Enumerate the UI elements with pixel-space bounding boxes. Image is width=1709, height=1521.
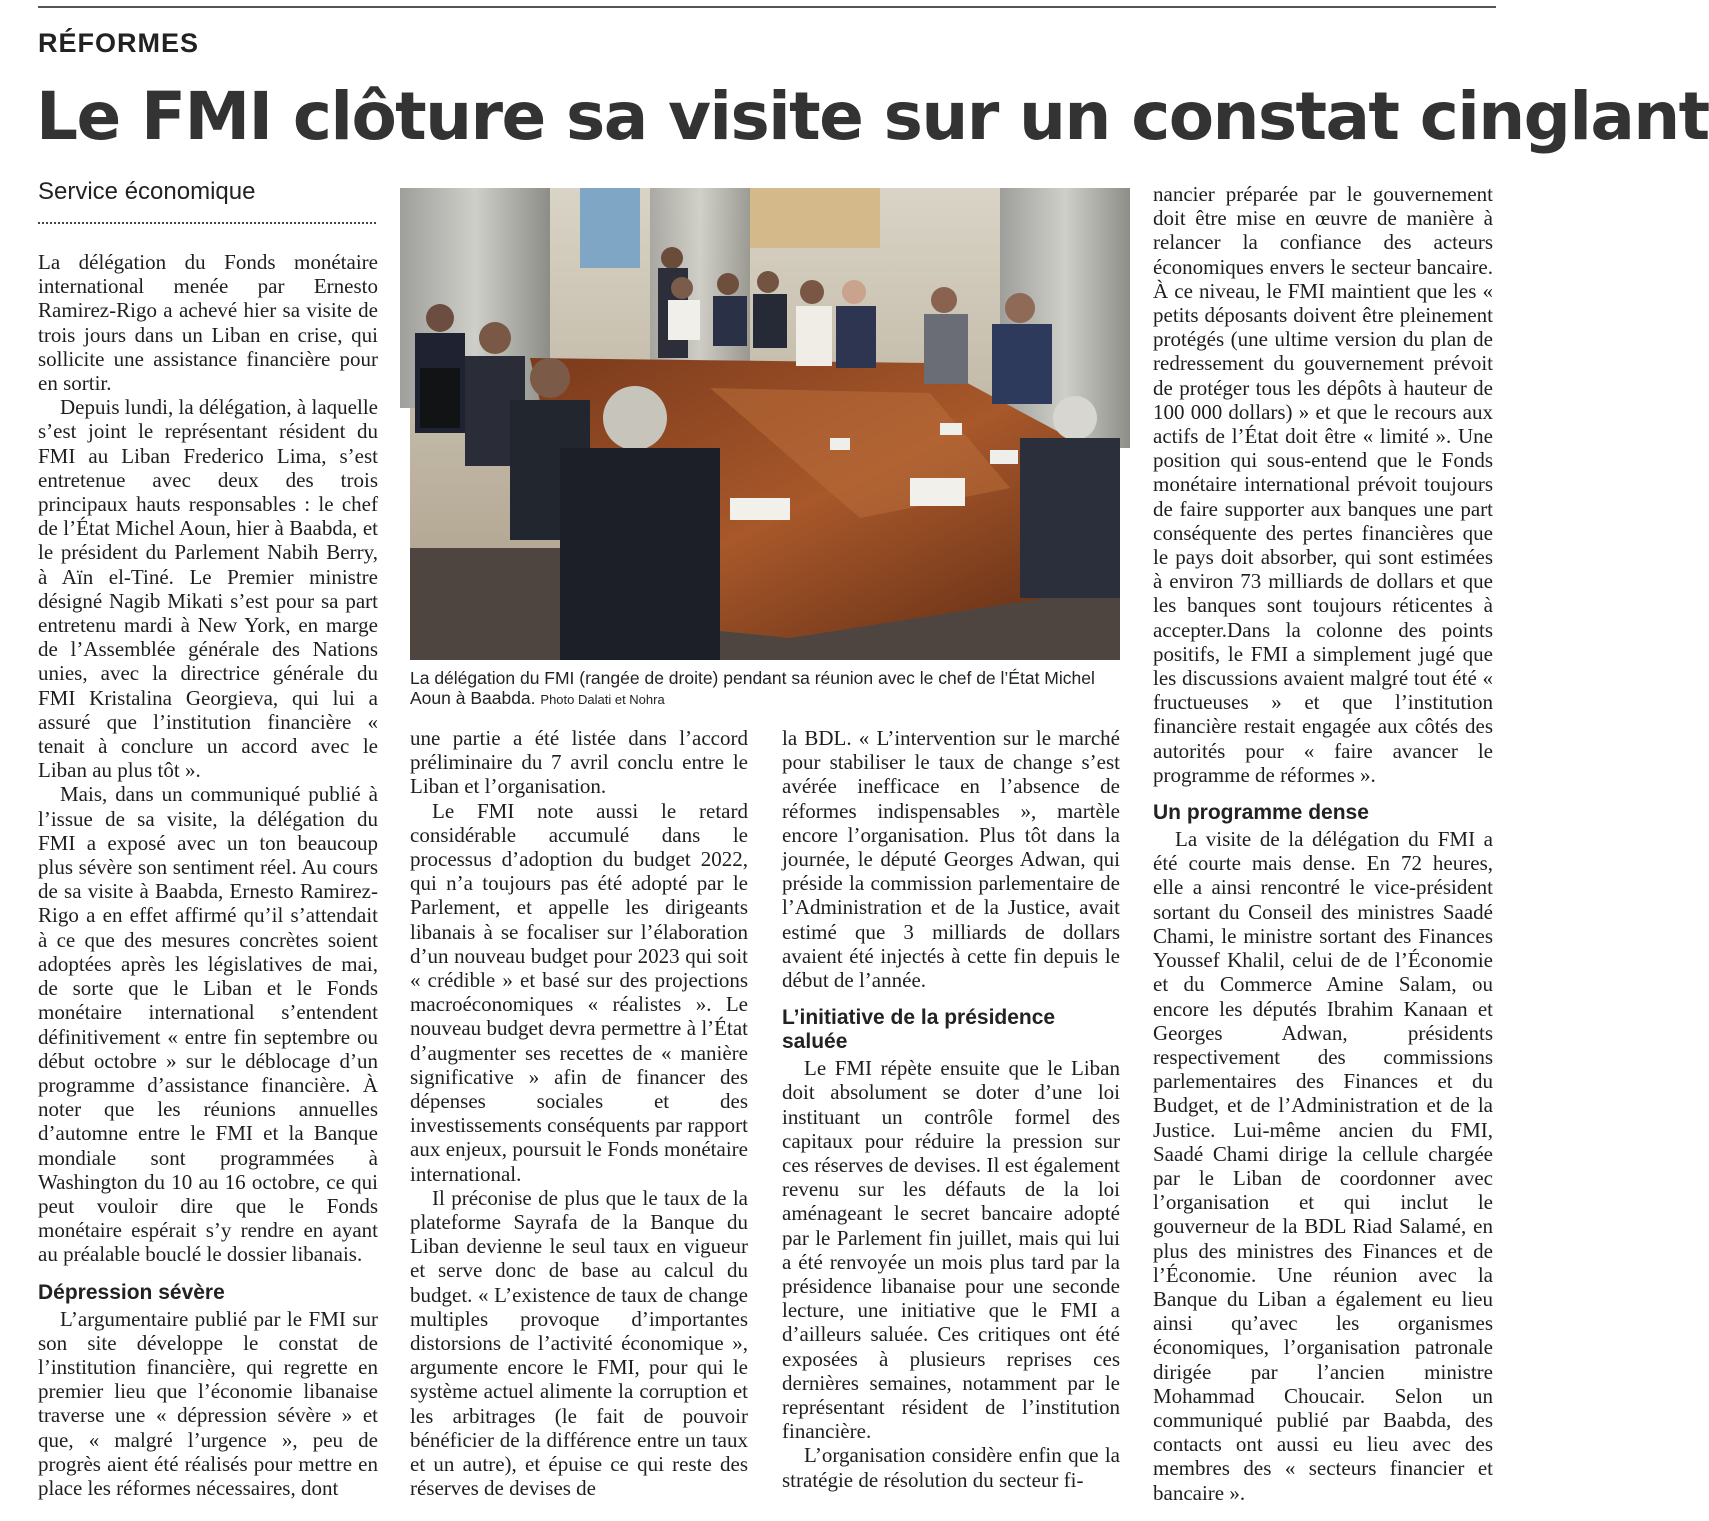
paragraph: Le FMI note aussi le retard considérable accumulé dans le processus d’adoption du budget 2022, qui n’a toujours pas été adopté par le Parlement, et appelle les dirigeants libanais à se focaliser sur l’élaboration d’un nouveau budget pour 2023 qui soit « crédible » et basé sur des projections macroéconomiques « réalistes ». Le nouveau budget devra permettre à l’État d’augmenter ses recettes de « manière significative » afin de financer des dépenses sociales et des investissements conséquents par rapport aux enjeux, poursuit le Fonds monétaire international. <box>410 798 748 1186</box>
paragraph: Depuis lundi, la délégation, à laquelle s’est joint le représentant résident du FMI au Liban Frederico Lima, s’est entretenue avec deux des trois principaux hauts responsables : le chef de l’État Michel Aoun, hier à Baabda, et le président du Parlement Nabih Berry, à Aïn el-Tiné. Le Premier ministre désigné Nagib Mikati s’est pour sa part entretenu mardi à New York, en marge de l’Assemblée générale des Nations unies, avec la directrice générale du FMI Kristalina Georgieva, qui lui a assuré que l’institution financière « tenait à conclure un accord avec le Liban au plus tôt ». <box>38 395 378 783</box>
paragraph: une partie a été listée dans l’accord préliminaire du 7 avril conclu entre le Liban et l’organisation. <box>410 726 748 799</box>
paragraph: Le FMI répète ensuite que le Liban doit absolument se doter d’une loi instituant un contrôle formel des capitaux pour réduire la pression sur ces réserves de devises. Il est également revenu sur les défauts de la loi aménageant le secret bancaire adopté par le Parlement fin juillet, mais qui lui a été renvoyée un mois plus tard par la présidence libanaise pour une seconde lecture, une initiative que le FMI a d’ailleurs saluée. Ces critiques ont été exposées à plusieurs reprises ces dernières semaines, notamment par le représentant résident de l’institution financière. <box>782 1056 1120 1444</box>
paragraph: La visite de la délégation du FMI a été courte mais dense. En 72 heures, elle a ainsi rencontré le vice-président sortant du Conseil des ministres Saadé Chami, le ministre sortant des Finances Youssef Khalil, celui de de l’Économie et du Commerce Amine Salam, ou encore les députés Ibrahim Kanaan et Georges Adwan, présidents respectivement des commissions parlementaires des Finances et du Budget, et de l’Administration et de la Justice. Lui-même ancien du FMI, Saadé Chami dirige la cellule chargée par le Liban de coordonner avec l’organisation et qui inclut le gouverneur de la BDL Riad Salamé, en plus des ministres des Finances et de l’Économie. Une réunion avec la Banque du Liban a également eu lieu ainsi qu’avec les organismes économiques, l’organisation patronale dirigée par l’ancien ministre Mohammad Choucair. Selon un communiqué publié par Baabda, des contacts ont aussi eu lieu avec des membres des « secteurs financier et bancaire ». <box>1153 827 1493 1505</box>
subheading: Dépression sévère <box>38 1280 225 1304</box>
caption-text: La délégation du FMI (rangée de droite) pendant sa réunion avec le chef de l’État Michel Aoun à Baabda. <box>410 668 1095 708</box>
paragraph: nancier préparée par le gouvernement doit être mise en œuvre de manière à relancer la confiance des acteurs économiques envers le secteur bancaire. À ce niveau, le FMI maintient que les « petits déposants doivent être pleinement protégés (une ultime version du plan de redressement du gouvernement prévoit de protéger tous les dépôts à hauteur de 100 000 dollars) » et que le recours aux actifs de l’État doit être « limité ». Une position qui sous-entend que le Fonds monétaire international prévoit toujours de faire supporter aux banques une part conséquente des pertes financières que le pays doit absorber, qui sont estimées à environ 73 milliards de dollars et que les banques sont toujours réticentes à accepter.Dans la colonne des points positifs, le FMI a simplement jugé que les discussions avaient malgré tout été « fructueuses » et que l’institution financière restait engagée aux côtés des autorités pour « faire avancer le programme de réformes ». <box>1153 182 1493 787</box>
subheading: L’initiative de la présidence saluée <box>782 1006 1056 1054</box>
column-1 <box>38 250 378 1500</box>
dotted-divider <box>38 222 376 224</box>
headline: Le FMI clôture sa visite sur un constat cinglant <box>36 78 1709 155</box>
column-4 <box>1153 182 1493 1505</box>
paragraph: La délégation du Fonds monétaire international menée par Ernesto Ramirez-Rigo a achevé hier sa visite de trois jours dans un Liban en crise, qui sollicite une assistance financière pour en sortir. <box>38 250 378 396</box>
meeting-illustration <box>410 188 1120 660</box>
paragraph: L’argumentaire publié par le FMI sur son site développe le constat de l’institution financière, qui regrette en premier lieu que l’économie libanaise traverse une « dépression sévère » et que, « malgré l’urgence », peu de progrès aient été réalisés pour mettre en place les réformes nécessaires, dont <box>38 1306 378 1500</box>
top-rule <box>38 6 1496 8</box>
photo-credit: Photo Dalati et Nohra <box>540 692 665 707</box>
column-2 <box>410 726 748 1501</box>
subheading: Un programme dense <box>1153 801 1369 825</box>
paragraph: la BDL. « L’intervention sur le marché pour stabiliser le taux de change s’est avérée inefficace en l’absence de réformes indispensables », martèle encore l’organisation. Plus tôt dans la journée, le député Georges Adwan, qui préside la commission parlementaire de l’Administration et de la Justice, avait estimé que 3 milliards de dollars avaient été injectés à cette fin depuis le début de l’année. <box>782 726 1120 993</box>
photo-caption <box>410 668 1120 710</box>
paragraph: L’organisation considère enfin que la stratégie de résolution du secteur fi- <box>782 1443 1120 1492</box>
section-kicker: RÉFORMES <box>38 28 200 58</box>
column-3 <box>782 726 1120 1492</box>
byline: Service économique <box>38 178 256 205</box>
paragraph: Mais, dans un communiqué publié à l’issue de sa visite, la délégation du FMI a exposé avec un ton beaucoup plus sévère son sentiment réel. Au cours de sa visite à Baabda, Ernesto Ramirez-Rigo a en effet affirmé qu’il s’attendait à ce que des mesures concrètes soient adoptées après les législatives de mai, de sorte que le Liban et le Fonds monétaire international s’entendent définitivement « entre fin septembre ou début octobre » sur le déblocage d’un programme d’assistance financière. À noter que les réunions annuelles d’automne entre le FMI et la Banque mondiale sont programmées à Washington du 10 au 16 octobre, ce qui peut vouloir dire que le Fonds monétaire espérait s’y rendre en ayant au préalable bouclé le dossier libanais. <box>38 782 378 1267</box>
paragraph: Il préconise de plus que le taux de la plateforme Sayrafa de la Banque du Liban devienne le seul taux en vigueur et serve donc de base au calcul du budget. « L’existence de taux de change multiples provoque d’importantes distorsions de l’activité économique », argumente encore le FMI, pour qui le système actuel alimente la corruption et les arbitrages (le fait de pouvoir bénéficier de la différence entre un taux et un autre), et épuise ce qui reste des réserves de devises de <box>410 1185 748 1501</box>
meeting-photo <box>410 188 1120 660</box>
